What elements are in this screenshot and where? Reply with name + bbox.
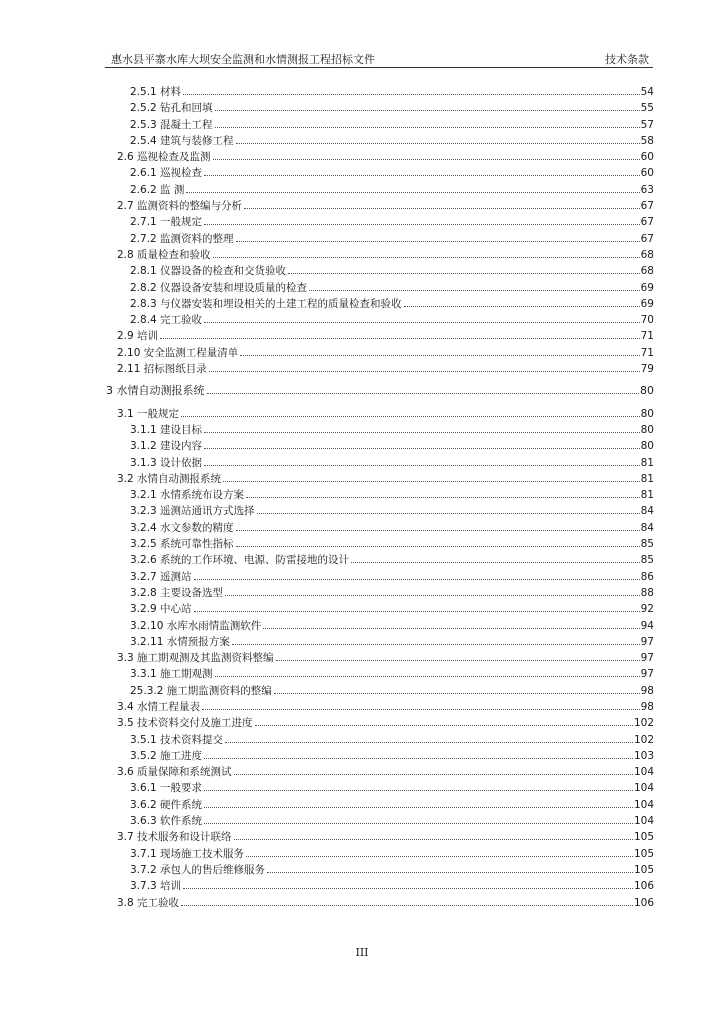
toc-entry-title: 3.8 完工验收	[117, 896, 180, 909]
toc-entry-page-number: 71	[640, 330, 654, 343]
toc-entry-page-number: 97	[640, 635, 654, 648]
toc-entry-title: 3.5.2 施工进度	[130, 749, 203, 762]
toc-entry-title: 3.4 水情工程量表	[117, 700, 201, 713]
dot-leader	[207, 383, 640, 394]
toc-entry[interactable]	[0, 601, 654, 617]
toc-entry-page-number: 84	[640, 521, 654, 534]
dot-leader	[204, 214, 640, 225]
dot-leader	[183, 878, 633, 889]
header-document-title: 惠水县平寨水库大坝安全监测和水情测报工程招标文件	[111, 53, 375, 66]
toc-entry[interactable]	[0, 780, 654, 796]
dot-leader	[240, 345, 639, 356]
toc-entry-page-number: 80	[640, 384, 654, 398]
toc-entry-page-number: 84	[640, 505, 654, 518]
dot-leader	[309, 280, 640, 291]
toc-entry-page-number: 98	[640, 684, 654, 697]
toc-entry-title: 3.1.1 建设目标	[130, 423, 203, 436]
toc-entry-title: 3.2.8 主要设备选型	[130, 586, 224, 599]
toc-entry[interactable]	[0, 328, 654, 344]
dot-leader	[194, 601, 640, 612]
dot-leader	[186, 182, 639, 193]
dot-leader	[351, 552, 640, 563]
toc-entry-page-number: 102	[633, 733, 654, 746]
dot-leader	[181, 406, 640, 417]
page-header	[105, 49, 653, 65]
dot-leader	[236, 231, 640, 242]
toc-entry-title: 3.1 一般规定	[117, 407, 180, 420]
toc-entry-title: 25.3.2 施工期监测资料的整编	[130, 684, 272, 697]
toc-entry-page-number: 85	[640, 538, 654, 551]
toc-entry-title: 2.9 培训	[117, 330, 159, 343]
toc-entry-title: 2.5.2 钻孔和回填	[130, 102, 213, 115]
dot-leader	[236, 536, 640, 547]
dot-leader	[204, 780, 633, 791]
toc-entry[interactable]	[0, 100, 654, 116]
toc-entry-title: 3.2.1 水情系统布设方案	[130, 489, 245, 502]
toc-entry-page-number: 81	[640, 472, 654, 485]
toc-entry-page-number: 80	[640, 440, 654, 453]
dot-leader	[232, 634, 640, 645]
toc-entry[interactable]	[0, 149, 654, 165]
toc-entry-page-number: 80	[640, 423, 654, 436]
toc-entry-page-number: 85	[640, 554, 654, 567]
dot-leader	[209, 361, 640, 372]
toc-entry-title: 3.2 水情自动测报系统	[117, 472, 222, 485]
dot-leader	[404, 296, 640, 307]
toc-entry-title: 2.6 巡视检查及监测	[117, 151, 211, 164]
toc-entry[interactable]	[0, 231, 654, 247]
dot-leader	[257, 503, 640, 514]
toc-entry-title: 2.8.4 完工验收	[130, 314, 203, 327]
dot-leader	[204, 813, 633, 824]
toc-entry[interactable]	[0, 878, 654, 894]
toc-entry-title: 3.2.6 系统的工作环境、电源、防雷接地的设计	[130, 554, 350, 567]
toc-entry-page-number: 68	[640, 265, 654, 278]
dot-leader	[267, 862, 633, 873]
toc-entry[interactable]	[0, 895, 654, 911]
toc-entry-title: 2.7.1 一般规定	[130, 216, 203, 229]
dot-leader	[236, 520, 640, 531]
dot-leader	[234, 829, 633, 840]
toc-entry[interactable]	[0, 263, 654, 279]
dot-leader	[246, 487, 640, 498]
dot-leader	[215, 666, 640, 677]
toc-entry-page-number: 55	[640, 102, 654, 115]
toc-entry-page-number: 92	[640, 603, 654, 616]
toc-entry-page-number: 105	[633, 847, 654, 860]
toc-entry-title: 3.2.4 水文参数的精度	[130, 521, 234, 534]
toc-entry[interactable]	[0, 198, 654, 214]
toc-entry-page-number: 67	[640, 216, 654, 229]
toc-entry-page-number: 81	[640, 456, 654, 469]
toc-entry-page-number: 60	[640, 151, 654, 164]
dot-leader	[204, 165, 640, 176]
toc-entry-page-number: 60	[640, 167, 654, 180]
toc-entry-page-number: 106	[633, 880, 654, 893]
toc-entry-page-number: 94	[640, 619, 654, 632]
toc-entry[interactable]	[0, 846, 654, 862]
toc-entry[interactable]	[0, 438, 654, 454]
toc-entry[interactable]	[0, 312, 654, 328]
toc-entry[interactable]	[0, 280, 654, 296]
toc-entry[interactable]	[0, 862, 654, 878]
dot-leader	[194, 569, 640, 580]
dot-leader	[204, 797, 633, 808]
toc-entry[interactable]	[0, 422, 654, 438]
dot-leader	[202, 699, 640, 710]
toc-entry[interactable]	[0, 732, 654, 748]
dot-leader	[160, 328, 640, 339]
toc-entry-page-number: 71	[640, 346, 654, 359]
toc-entry-title: 2.6.1 巡视检查	[130, 167, 203, 180]
page-number: III	[355, 946, 369, 959]
toc-entry-title: 3.5.1 技术资料提交	[130, 733, 224, 746]
dot-leader	[263, 618, 639, 629]
toc-entry[interactable]	[0, 247, 654, 263]
toc-entry[interactable]	[0, 471, 654, 487]
toc-entry-page-number: 81	[640, 489, 654, 502]
toc-entry[interactable]	[0, 650, 654, 666]
toc-entry-page-number: 80	[640, 407, 654, 420]
toc-entry-title: 3.2.5 系统可靠性指标	[130, 538, 234, 551]
toc-entry-title: 3.6.3 软件系统	[130, 815, 203, 828]
dot-leader	[215, 100, 640, 111]
dot-leader	[236, 133, 640, 144]
toc-entry[interactable]	[0, 117, 654, 133]
toc-entry-title: 3.5 技术资料交付及施工进度	[117, 717, 253, 730]
dot-leader	[255, 715, 633, 726]
toc-entry[interactable]	[0, 536, 654, 552]
toc-entry-page-number: 88	[640, 586, 654, 599]
toc-entry-page-number: 86	[640, 570, 654, 583]
header-section-label: 技术条款	[605, 53, 649, 66]
toc-entry-title: 2.8.1 仪器设备的检查和交货验收	[130, 265, 287, 278]
toc-entry-title: 2.10 安全监测工程量清单	[117, 346, 239, 359]
toc-entry[interactable]	[0, 296, 654, 312]
toc-entry[interactable]	[0, 455, 654, 471]
dot-leader	[244, 198, 640, 209]
toc-entry-title: 3.1.3 设计依据	[130, 456, 203, 469]
dot-leader	[204, 438, 640, 449]
toc-entry-page-number: 70	[640, 314, 654, 327]
toc-entry-page-number: 69	[640, 281, 654, 294]
toc-entry[interactable]	[0, 748, 654, 764]
toc-entry[interactable]	[0, 797, 654, 813]
toc-entry-title: 3.7.3 培训	[130, 880, 182, 893]
toc-entry-page-number: 68	[640, 248, 654, 261]
toc-entry-page-number: 104	[633, 798, 654, 811]
dot-leader	[204, 422, 640, 433]
dot-leader	[204, 312, 640, 323]
toc-entry-title: 3.3.1 施工期观测	[130, 668, 213, 681]
dot-leader	[274, 683, 640, 694]
table-of-contents	[0, 84, 724, 911]
toc-entry-page-number: 105	[633, 863, 654, 876]
toc-entry[interactable]	[0, 182, 654, 198]
toc-entry[interactable]	[0, 345, 654, 361]
toc-entry[interactable]	[0, 165, 654, 181]
toc-entry-title: 2.5.3 混凝土工程	[130, 118, 213, 131]
toc-entry[interactable]	[0, 361, 654, 377]
toc-entry-title: 3.2.7 遥测站	[130, 570, 192, 583]
toc-entry[interactable]	[0, 683, 654, 699]
toc-entry-page-number: 98	[640, 700, 654, 713]
toc-entry-title: 3.7.1 现场施工技术服务	[130, 847, 245, 860]
toc-entry-page-number: 104	[633, 815, 654, 828]
toc-entry-page-number: 79	[640, 363, 654, 376]
toc-entry-title: 3.2.9 中心站	[130, 603, 192, 616]
toc-entry[interactable]	[0, 813, 654, 829]
toc-entry[interactable]	[0, 829, 654, 845]
toc-entry-page-number: 58	[640, 134, 654, 147]
dot-leader	[215, 117, 640, 128]
toc-entry-title: 2.8.2 仪器设备安装和埋设质量的检查	[130, 281, 308, 294]
dot-leader	[225, 732, 633, 743]
toc-entry[interactable]	[0, 214, 654, 230]
toc-entry-page-number: 104	[633, 766, 654, 779]
dot-leader	[225, 585, 640, 596]
toc-entry[interactable]	[0, 487, 654, 503]
toc-entry-title: 2.7 监测资料的整编与分析	[117, 200, 243, 213]
toc-entry-page-number: 106	[633, 896, 654, 909]
toc-entry-title: 3.7 技术服务和设计联络	[117, 831, 232, 844]
toc-entry-title: 3.2.10 水库水雨情监测软件	[130, 619, 262, 632]
toc-entry[interactable]	[0, 634, 654, 650]
toc-entry[interactable]	[0, 764, 654, 780]
toc-entry-page-number: 103	[633, 749, 654, 762]
toc-entry-page-number: 97	[640, 668, 654, 681]
dot-leader	[234, 764, 633, 775]
toc-entry-title: 3.6.1 一般要求	[130, 782, 203, 795]
toc-entry-title: 3.3 施工期观测及其监测资料整编	[117, 652, 274, 665]
toc-entry-page-number: 104	[633, 782, 654, 795]
toc-entry-title: 2.5.4 建筑与装修工程	[130, 134, 234, 147]
dot-leader	[213, 149, 640, 160]
toc-entry-page-number: 105	[633, 831, 654, 844]
toc-entry-page-number: 57	[640, 118, 654, 131]
toc-entry-page-number: 102	[633, 717, 654, 730]
toc-entry-title: 2.6.2 监 测	[130, 183, 185, 196]
toc-entry-page-number: 67	[640, 200, 654, 213]
toc-entry[interactable]	[0, 569, 654, 585]
toc-entry[interactable]	[0, 520, 654, 536]
dot-leader	[204, 455, 640, 466]
dot-leader	[246, 846, 633, 857]
dot-leader	[223, 471, 640, 482]
toc-entry-page-number: 67	[640, 232, 654, 245]
toc-entry[interactable]	[0, 552, 654, 568]
toc-entry-page-number: 69	[640, 297, 654, 310]
toc-entry[interactable]	[0, 503, 654, 519]
toc-entry-page-number: 97	[640, 652, 654, 665]
dot-leader	[288, 263, 640, 274]
toc-entry[interactable]	[0, 133, 654, 149]
toc-entry[interactable]	[0, 618, 654, 634]
toc-entry-page-number: 63	[640, 183, 654, 196]
toc-entry[interactable]	[0, 666, 654, 682]
toc-entry-title: 2.5.1 材料	[130, 86, 182, 98]
toc-entry[interactable]	[0, 406, 654, 422]
header-divider	[105, 67, 653, 68]
toc-entry-title: 2.8.3 与仪器安装和埋设相关的土建工程的质量检查和验收	[130, 297, 402, 310]
toc-entry-title: 3.6.2 硬件系统	[130, 798, 203, 811]
toc-entry[interactable]	[0, 699, 654, 715]
toc-entry-title: 3.2.3 遥测站通讯方式选择	[130, 505, 255, 518]
toc-entry-title: 3.7.2 承包人的售后维修服务	[130, 863, 266, 876]
toc-entry-page-number: 54	[640, 86, 654, 98]
dot-leader	[213, 247, 640, 258]
toc-entry-title: 2.7.2 监测资料的整理	[130, 232, 234, 245]
dot-leader	[181, 895, 633, 906]
dot-leader	[276, 650, 640, 661]
toc-entry-title: 3.2.11 水情预报方案	[130, 635, 230, 648]
toc-entry-title: 2.11 招标图纸目录	[117, 363, 207, 376]
toc-entry-title: 3.1.2 建设内容	[130, 440, 203, 453]
dot-leader	[183, 84, 640, 95]
toc-entry-title: 3 水情自动测报系统	[106, 384, 205, 398]
toc-entry[interactable]	[0, 383, 654, 399]
dot-leader	[204, 748, 633, 759]
toc-entry[interactable]	[0, 84, 654, 100]
toc-entry[interactable]	[0, 585, 654, 601]
toc-entry-title: 2.8 质量检查和验收	[117, 248, 211, 261]
toc-entry-title: 3.6 质量保障和系统测试	[117, 766, 232, 779]
toc-entry[interactable]	[0, 715, 654, 731]
